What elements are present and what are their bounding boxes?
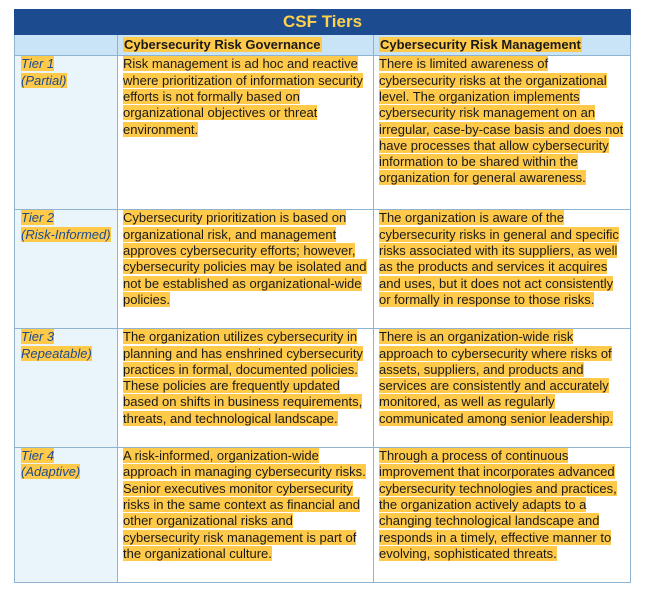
governance-text: Cybersecurity prioritization is based on organizational risk, and management approves cybersecurity efforts; however, cybersecurity policies may be isolated and not be established as organizational-wide policies. bbox=[123, 210, 367, 307]
header-management-label: Cybersecurity Risk Management bbox=[380, 37, 581, 53]
tier-cell bbox=[15, 329, 118, 448]
management-text: Through a process of continuous improvement that incorporates advanced cybersecurity technologies and practices, the organization actively adapts to a changing technological landscape and responds in a timely, effective manner to evolving, sophisticated threats. bbox=[379, 448, 617, 561]
table-row bbox=[15, 329, 631, 448]
tier-qualifier: (Adaptive) bbox=[21, 464, 81, 480]
tier-name: Tier 3 bbox=[21, 329, 55, 345]
tier-name: Tier 2 bbox=[21, 210, 55, 226]
header-governance-label: Cybersecurity Risk Governance bbox=[124, 37, 321, 53]
table-row bbox=[15, 448, 631, 583]
governance-cell bbox=[118, 329, 374, 448]
tier-name: Tier 1 bbox=[21, 56, 55, 72]
csf-tiers-table bbox=[14, 9, 631, 583]
governance-text: A risk-informed, organization-wide approach in managing cybersecurity risks. Senior executives monitor cybersecurity risks in the same context as financial and other organizational risks and cybersecurity risk management is part of the organizational culture. bbox=[123, 448, 366, 561]
management-cell bbox=[374, 448, 631, 583]
tier-qualifier: (Partial) bbox=[21, 72, 67, 88]
title-row bbox=[15, 10, 631, 35]
governance-text: The organization utilizes cybersecurity in planning and has enshrined cybersecurity practices in formal, documented policies. These policies are frequently updated based on shifts in business requirements, threats, and technological landscape. bbox=[123, 329, 363, 426]
management-cell bbox=[374, 329, 631, 448]
governance-cell bbox=[118, 210, 374, 329]
header-row bbox=[15, 35, 631, 56]
governance-cell bbox=[118, 448, 374, 583]
management-cell bbox=[374, 56, 631, 210]
header-governance bbox=[118, 35, 374, 56]
management-text: The organization is aware of the cybersecurity risks in general and specific risks associated with its suppliers, as well as the products and services it acquires and uses, but it does not act consistently or formally in response to those risks. bbox=[379, 210, 619, 307]
governance-cell bbox=[118, 56, 374, 210]
header-management bbox=[374, 35, 631, 56]
table-row bbox=[15, 210, 631, 329]
tier-cell bbox=[15, 56, 118, 210]
governance-text: Risk management is ad hoc and reactive where prioritization of information security efforts is not formally based on organizational objectives or threat environment. bbox=[123, 56, 363, 137]
header-blank-cell bbox=[15, 35, 118, 56]
tier-qualifier: (Risk-Informed) bbox=[21, 226, 111, 242]
management-cell bbox=[374, 210, 631, 329]
tier-qualifier: Repeatable) bbox=[21, 345, 92, 361]
management-text: There is an organization-wide risk approach to cybersecurity where risks of assets, suppliers, and products and services are consistently and accurately monitored, as well as regularly communicated among senior leadership. bbox=[379, 329, 614, 426]
tier-cell bbox=[15, 448, 118, 583]
tier-cell bbox=[15, 210, 118, 329]
tier-name: Tier 4 bbox=[21, 448, 55, 464]
management-text: There is limited awareness of cybersecurity risks at the organizational level. The organization implements cybersecurity risk management on an irregular, case-by-case basis and does not have processes that allow cybersecurity information to be shared within the organization for general awareness. bbox=[379, 56, 624, 186]
table-title: CSF Tiers bbox=[15, 10, 631, 35]
table-row bbox=[15, 56, 631, 210]
